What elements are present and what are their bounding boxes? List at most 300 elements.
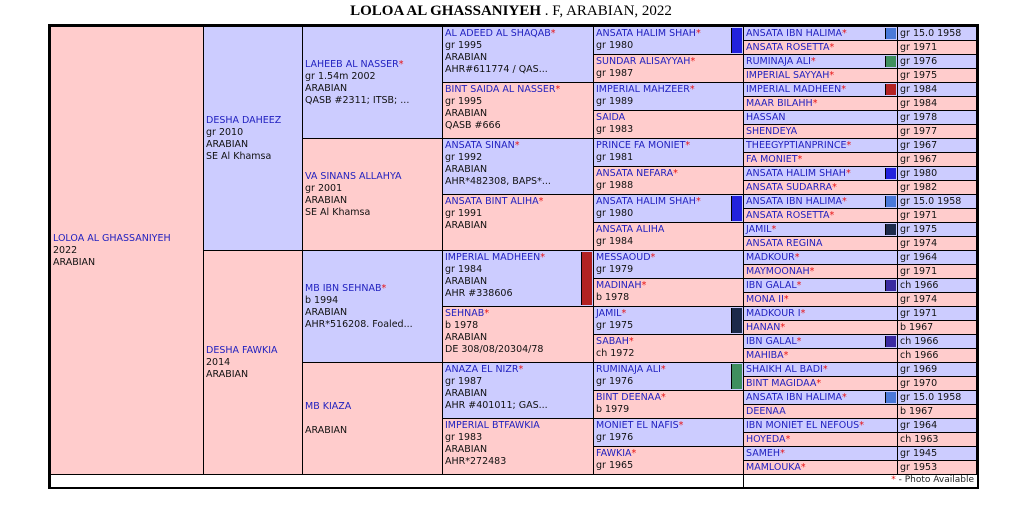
photo-available-marker: * [695,28,701,39]
photo-available-marker: * [842,28,847,39]
photo-available-marker: * [842,196,847,207]
horse-name-link[interactable]: IBN MONIET EL NEFOUS [746,420,860,431]
horse-name-link[interactable]: LOLOA AL GHASSANIYEH [53,233,171,244]
photo-available-marker: * [829,210,835,221]
horse-name-link[interactable]: BINT SAIDA AL NASSER [445,84,556,95]
color-swatch [885,196,896,207]
gen1-content [206,115,281,163]
gen5-name-content [746,251,800,264]
gen4-content [596,364,666,388]
gen5-info-cell [897,236,977,251]
horse-name-link[interactable]: MB IBN SEHNAB [305,283,382,294]
gen5-name-cell [743,390,898,405]
horse-name-link[interactable]: FAWKIA [596,448,632,459]
horse-name-link[interactable]: HOYEDA [746,434,786,445]
horse-detail-line: QASB #666 [445,120,501,131]
horse-detail-line: gr 1965 [596,460,634,471]
gen4-cell [593,250,744,279]
horse-detail-line: gr 1976 [596,376,634,387]
gen5-info-text: gr 1975 [900,70,938,81]
horse-detail-line: ARABIAN [445,108,488,119]
photo-available-marker: * [540,252,545,263]
footer-left-cell [50,474,744,488]
gen3-cell [442,82,594,139]
horse-name-link[interactable]: IBN GALAL [746,280,797,291]
gen5-info-cell [897,54,977,69]
gen5-info-text: gr 1984 [900,98,938,109]
color-swatch [731,364,742,389]
horse-name-link[interactable]: MONIET EL NAFIS [596,420,679,431]
gen5-info-text: gr 1971 [900,308,938,319]
gen4-cell [593,110,744,139]
horse-name-link[interactable]: LAHEEB AL NASSER [305,59,399,70]
gen4-content [596,196,701,220]
gen5-name-cell [743,222,898,237]
gen5-info-cell [897,194,977,209]
horse-name-link[interactable]: VA SINANS ALLAHYA [305,171,402,182]
horse-name-link[interactable]: JAMIL [596,308,622,319]
color-swatch [885,224,896,235]
gen5-name-content [746,391,847,404]
photo-available-marker: * [842,392,847,403]
photo-available-marker: * [796,280,802,291]
gen2-cell [302,26,443,139]
gen2-cell [302,250,443,363]
gen5-name-cell [743,264,898,279]
horse-name-link[interactable]: PRINCE FA MONIET [596,140,686,151]
horse-detail-line: SE Al Khamsa [206,151,272,162]
gen5-name-cell [743,236,898,251]
horse-detail-line: gr 1987 [445,376,483,387]
gen4-content [596,448,636,472]
gen4-cell [593,222,744,251]
gen5-name-cell [743,404,898,419]
horse-detail-line: b 1978 [596,292,630,303]
horse-detail-line: gr 1983 [445,432,483,443]
color-swatch [581,252,592,305]
gen5-info-cell [897,362,977,377]
horse-detail-line: AHR #338606 [445,288,513,299]
horse-detail-line: gr 1983 [596,124,634,135]
gen3-cell [442,250,594,307]
gen5-name-content [746,139,851,152]
horse-name-link[interactable]: RUMINAJA ALI [596,364,661,375]
horse-name-link[interactable]: SHENDEYA [746,126,798,137]
color-swatch [731,196,742,221]
horse-detail-line: ARABIAN [206,369,249,380]
horse-detail-line: SE Al Khamsa [305,207,371,218]
horse-name-link[interactable]: MAMLOUKA [746,462,801,473]
gen5-name-content [746,461,806,474]
gen5-name-cell [743,376,898,391]
gen4-content [596,28,701,52]
gen5-info-cell [897,404,977,419]
photo-available-marker: * [641,280,647,291]
gen5-name-content [746,265,814,278]
horse-detail-line: gr 1988 [596,180,634,191]
horse-name-link[interactable]: ANSATA HALIM SHAH [596,196,696,207]
gen5-name-cell [743,194,898,209]
horse-name-link[interactable]: ANSATA ROSETTA [746,42,830,53]
gen5-info-cell [897,180,977,195]
gen5-name-cell [743,320,898,335]
horse-name-link[interactable]: RUMINAJA ALI [746,56,811,67]
gen5-name-cell [743,96,898,111]
horse-name-link[interactable]: SAIDA [596,112,626,123]
gen2-content [305,59,409,107]
horse-detail-line: AHR*272483 [445,456,507,467]
gen5-info-text: gr 15.0 1958 [900,196,962,207]
gen5-name-content [746,279,801,292]
gen5-name-content [746,405,786,418]
photo-available-marker: * [381,283,387,294]
photo-available-marker: * [690,56,696,67]
gen3-content [445,308,543,356]
horse-name-link[interactable]: ANSATA BINT ALIHA [445,196,539,207]
photo-available-marker: * [809,266,815,277]
gen5-info-text: gr 1975 [900,224,938,235]
gen1-cell [203,26,303,251]
gen5-name-content [746,111,785,124]
gen5-name-content [746,181,837,194]
gen5-name-cell [743,166,898,181]
horse-detail-line: ARABIAN [445,220,488,231]
gen4-cell [593,138,744,167]
horse-detail-line: b 1994 [305,295,339,306]
horse-detail-line: ARABIAN [445,276,488,287]
gen5-info-cell [897,348,977,363]
gen5-name-cell [743,278,898,293]
photo-available-marker: * [685,140,691,151]
gen4-content [596,112,633,136]
photo-available-marker: * [538,196,544,207]
gen5-name-cell [743,334,898,349]
gen5-info-text: gr 1978 [900,112,938,123]
horse-detail-line: gr 1979 [596,264,634,275]
gen5-info-text: gr 1976 [900,56,938,67]
photo-available-marker: * [810,56,816,67]
horse-name-link[interactable]: MADKOUR I [746,308,801,319]
gen4-cell [593,166,744,195]
horse-name-link[interactable]: SABAH [596,336,629,347]
horse-name-link[interactable]: SUNDAR ALISAYYAH [596,56,691,67]
gen5-name-content [746,195,847,208]
gen4-cell [593,194,744,223]
gen4-cell [593,54,744,83]
horse-detail-line: gr 1980 [596,40,634,51]
gen4-cell [593,306,744,335]
horse-name-link[interactable]: DESHA DAHEEZ [206,115,282,126]
horse-name-link[interactable]: IMPERIAL MADHEEN [746,84,842,95]
horse-name-link[interactable]: IMPERIAL BTFAWKIA [445,420,540,431]
gen4-content [596,308,633,332]
horse-name-link[interactable]: IMPERIAL SAYYAH [746,70,830,81]
horse-name-link[interactable]: ANSATA IBN HALIMA [746,196,843,207]
horse-detail-line: QASB #2311; ITSB; ... [305,95,410,106]
gen5-name-cell [743,152,898,167]
gen5-name-cell [743,54,898,69]
gen5-info-text: ch 1966 [900,280,939,291]
photo-available-legend [743,474,977,488]
gen4-cell [593,446,744,475]
gen5-name-cell [743,208,898,223]
horse-detail-line: gr 2001 [305,183,343,194]
horse-detail-line: gr 1995 [445,96,483,107]
horse-name-link[interactable]: SEHNAB [445,308,485,319]
horse-name-link[interactable]: ANSATA NEFARA [596,168,674,179]
gen5-name-content [746,55,816,68]
gen5-info-cell [897,334,977,349]
page-title-details: . F, ARABIAN, 2022 [541,3,672,19]
horse-name-link[interactable]: BINT MAGIDAA [746,378,817,389]
gen4-cell [593,82,744,111]
horse-name-link[interactable]: ANSATA SINAN [445,140,515,151]
gen4-content [596,420,683,444]
gen5-info-text: ch 1963 [900,434,939,445]
horse-detail-line: gr 1975 [596,320,634,331]
gen5-name-content [746,83,846,96]
color-swatch [885,56,896,67]
gen5-info-cell [897,446,977,461]
horse-name-link[interactable]: FA MONIET [746,154,798,165]
pedigree-table [48,24,979,489]
horse-name-link[interactable]: IBN GALAL [746,336,797,347]
photo-available-marker: * [695,196,701,207]
gen5-name-content [746,125,797,138]
photo-available-marker: * [771,224,777,235]
gen5-info-text: ch 1966 [900,336,939,347]
gen5-name-content [746,349,788,362]
photo-available-marker: * [660,364,666,375]
gen5-name-cell [743,110,898,125]
gen3-content [445,196,543,232]
horse-name-link[interactable]: ANSATA IBN HALIMA [746,28,843,39]
gen3-content [445,364,548,412]
gen5-info-text: gr 1974 [900,294,938,305]
horse-detail-line: gr 1984 [445,264,483,275]
horse-detail-line: gr 1976 [596,432,634,443]
gen5-name-cell [743,432,898,447]
photo-available-marker: * [631,448,637,459]
gen3-cell [442,418,594,475]
photo-available-marker: * [514,140,520,151]
photo-available-marker: * [800,308,806,319]
gen4-content [596,84,695,108]
gen5-info-cell [897,82,977,97]
color-swatch [885,84,896,95]
photo-available-marker: * [859,420,864,431]
subject-cell [50,26,204,475]
gen5-name-cell [743,40,898,55]
horse-name-link[interactable]: MADINAH [596,280,642,291]
photo-available-marker: * [832,182,837,193]
horse-name-link[interactable]: BINT DEENAA [596,392,661,403]
photo-available-marker: * [621,308,627,319]
photo-available-marker: * [550,28,556,39]
horse-detail-line: gr 1984 [596,236,634,247]
gen5-name-content [746,153,802,166]
gen5-name-content [746,41,834,54]
gen5-info-cell [897,460,977,475]
gen5-name-cell [743,460,898,475]
gen5-name-content [746,167,851,180]
gen3-content [445,252,545,300]
horse-detail-line: ARABIAN [445,444,488,455]
horse-name-link[interactable]: ANSATA IBN HALIMA [746,392,843,403]
gen5-name-cell [743,292,898,307]
gen5-info-cell [897,264,977,279]
horse-name-link[interactable]: ANAZA EL NIZR [445,364,519,375]
gen4-content [596,56,695,80]
gen4-content [596,336,634,360]
gen5-info-cell [897,306,977,321]
gen3-cell [442,26,594,83]
gen2-cell [302,138,443,251]
gen2-content [305,401,351,437]
gen5-info-text: b 1967 [900,322,934,333]
photo-available-marker: * [650,252,656,263]
gen5-info-text: gr 1971 [900,266,938,277]
horse-name-link[interactable]: DESHA FAWKIA [206,345,278,356]
gen5-name-content [746,237,823,250]
horse-name-link[interactable]: MONA II [746,294,784,305]
gen5-info-text: gr 1967 [900,154,938,165]
horse-name-link[interactable]: ANSATA SUDARRA [746,182,833,193]
horse-detail-line: AHR*482308, BAPS*... [445,176,551,187]
gen5-info-text: gr 1953 [900,462,938,473]
gen2-content [305,283,413,331]
horse-detail-line: gr 2010 [206,127,244,138]
horse-detail-line: ARABIAN [305,425,348,436]
gen4-cell [593,418,744,447]
gen4-cell [593,362,744,391]
horse-name-link[interactable]: ANSATA HALIM SHAH [596,28,696,39]
horse-name-link[interactable]: AL ADEED AL SHAQAB [445,28,551,39]
photo-available-marker: * [845,168,851,179]
horse-detail-line: gr 1992 [445,152,483,163]
horse-detail-line: gr 1991 [445,208,483,219]
gen5-name-cell [743,26,898,41]
gen2-content [305,171,402,219]
photo-available-marker: * [484,308,490,319]
gen5-name-content [746,335,801,348]
gen5-info-cell [897,250,977,265]
gen5-info-text: gr 1945 [900,448,938,459]
photo-available-marker: * [398,59,404,70]
color-swatch [731,28,742,53]
horse-name-link[interactable]: ANSATA REGINA [746,238,823,249]
photo-available-marker: * [673,168,678,179]
horse-name-link[interactable]: SAMEH [746,448,781,459]
horse-name-link[interactable]: HASSAN [746,112,786,123]
horse-detail-line: 2022 [53,245,78,256]
gen5-name-content [746,293,789,306]
horse-name-link[interactable]: ANSATA ALIHA [596,224,665,235]
horse-detail-line: ch 1972 [596,348,635,359]
gen5-info-text: gr 1982 [900,182,938,193]
photo-available-marker: * [846,140,852,151]
gen5-info-text: ch 1966 [900,350,939,361]
horse-name-link[interactable]: JAMIL [746,224,772,235]
horse-name-link[interactable]: MAYMOONAH [746,266,810,277]
horse-detail-line: b 1978 [445,320,479,331]
horse-name-link[interactable]: THEEGYPTIANPRINCE [746,140,847,151]
horse-detail-line: ARABIAN [305,195,348,206]
horse-name-link[interactable]: MADKOUR [746,252,795,263]
photo-available-marker: * [689,84,695,95]
horse-name-link[interactable]: HANAN [746,322,781,333]
horse-name-link[interactable]: MAHIBA [746,350,784,361]
gen5-info-cell [897,208,977,223]
gen5-name-cell [743,82,898,97]
gen5-info-cell [897,124,977,139]
photo-available-marker: * [780,322,786,333]
gen5-info-cell [897,40,977,55]
gen5-info-text: gr 15.0 1958 [900,28,962,39]
photo-available-marker: * [555,84,561,95]
color-swatch [731,308,742,333]
horse-name-link[interactable]: MB KIAZA [305,401,352,412]
gen3-content [445,28,556,76]
photo-available-marker: * [785,434,791,445]
gen1-content [206,345,278,381]
gen5-name-content [746,419,864,432]
horse-name-link[interactable]: MAAR BILAHH [746,98,813,109]
gen5-info-cell [897,432,977,447]
horse-name-link[interactable]: ANSATA HALIM SHAH [746,168,846,179]
horse-detail-line: ARABIAN [206,139,249,150]
horse-detail-line: ARABIAN [445,332,488,343]
horse-detail-line: ARABIAN [305,83,348,94]
gen5-name-cell [743,348,898,363]
gen5-info-text: gr 1977 [900,126,938,137]
gen5-name-content [746,97,817,110]
horse-name-link[interactable]: IMPERIAL MAHZEER [596,84,690,95]
horse-name-link[interactable]: MESSAOUD [596,252,651,263]
page-title [0,3,1022,20]
horse-name-link[interactable]: SHAIKH AL BADI [746,364,823,375]
gen5-name-content [746,69,834,82]
gen5-info-text: gr 1984 [900,84,938,95]
gen1-cell [203,250,303,475]
horse-detail-line: ARABIAN [305,307,348,318]
gen5-name-cell [743,138,898,153]
gen5-info-cell [897,26,977,41]
horse-name-link[interactable]: IMPERIAL MADHEEN [445,252,541,263]
gen5-info-cell [897,390,977,405]
gen5-name-cell [743,306,898,321]
gen4-content [596,252,655,276]
gen5-name-content [746,209,834,222]
color-swatch [885,336,896,347]
gen5-info-cell [897,96,977,111]
gen5-name-content [746,223,776,236]
horse-detail-line: gr 1.54m 2002 [305,71,376,82]
gen4-content [596,392,666,416]
horse-detail-line: ARABIAN [53,257,96,268]
horse-detail-line: gr 1989 [596,96,634,107]
gen5-info-cell [897,320,977,335]
gen5-info-text: b 1967 [900,406,934,417]
gen5-info-cell [897,292,977,307]
photo-available-marker: * [783,294,789,305]
gen5-info-cell [897,418,977,433]
horse-name-link[interactable]: ANSATA ROSETTA [746,210,830,221]
horse-detail-line: AHR #401011; GAS... [445,400,548,411]
photo-available-marker: * [812,98,818,109]
gen5-info-text: gr 1971 [900,210,938,221]
horse-name-link[interactable]: DEENAA [746,406,786,417]
